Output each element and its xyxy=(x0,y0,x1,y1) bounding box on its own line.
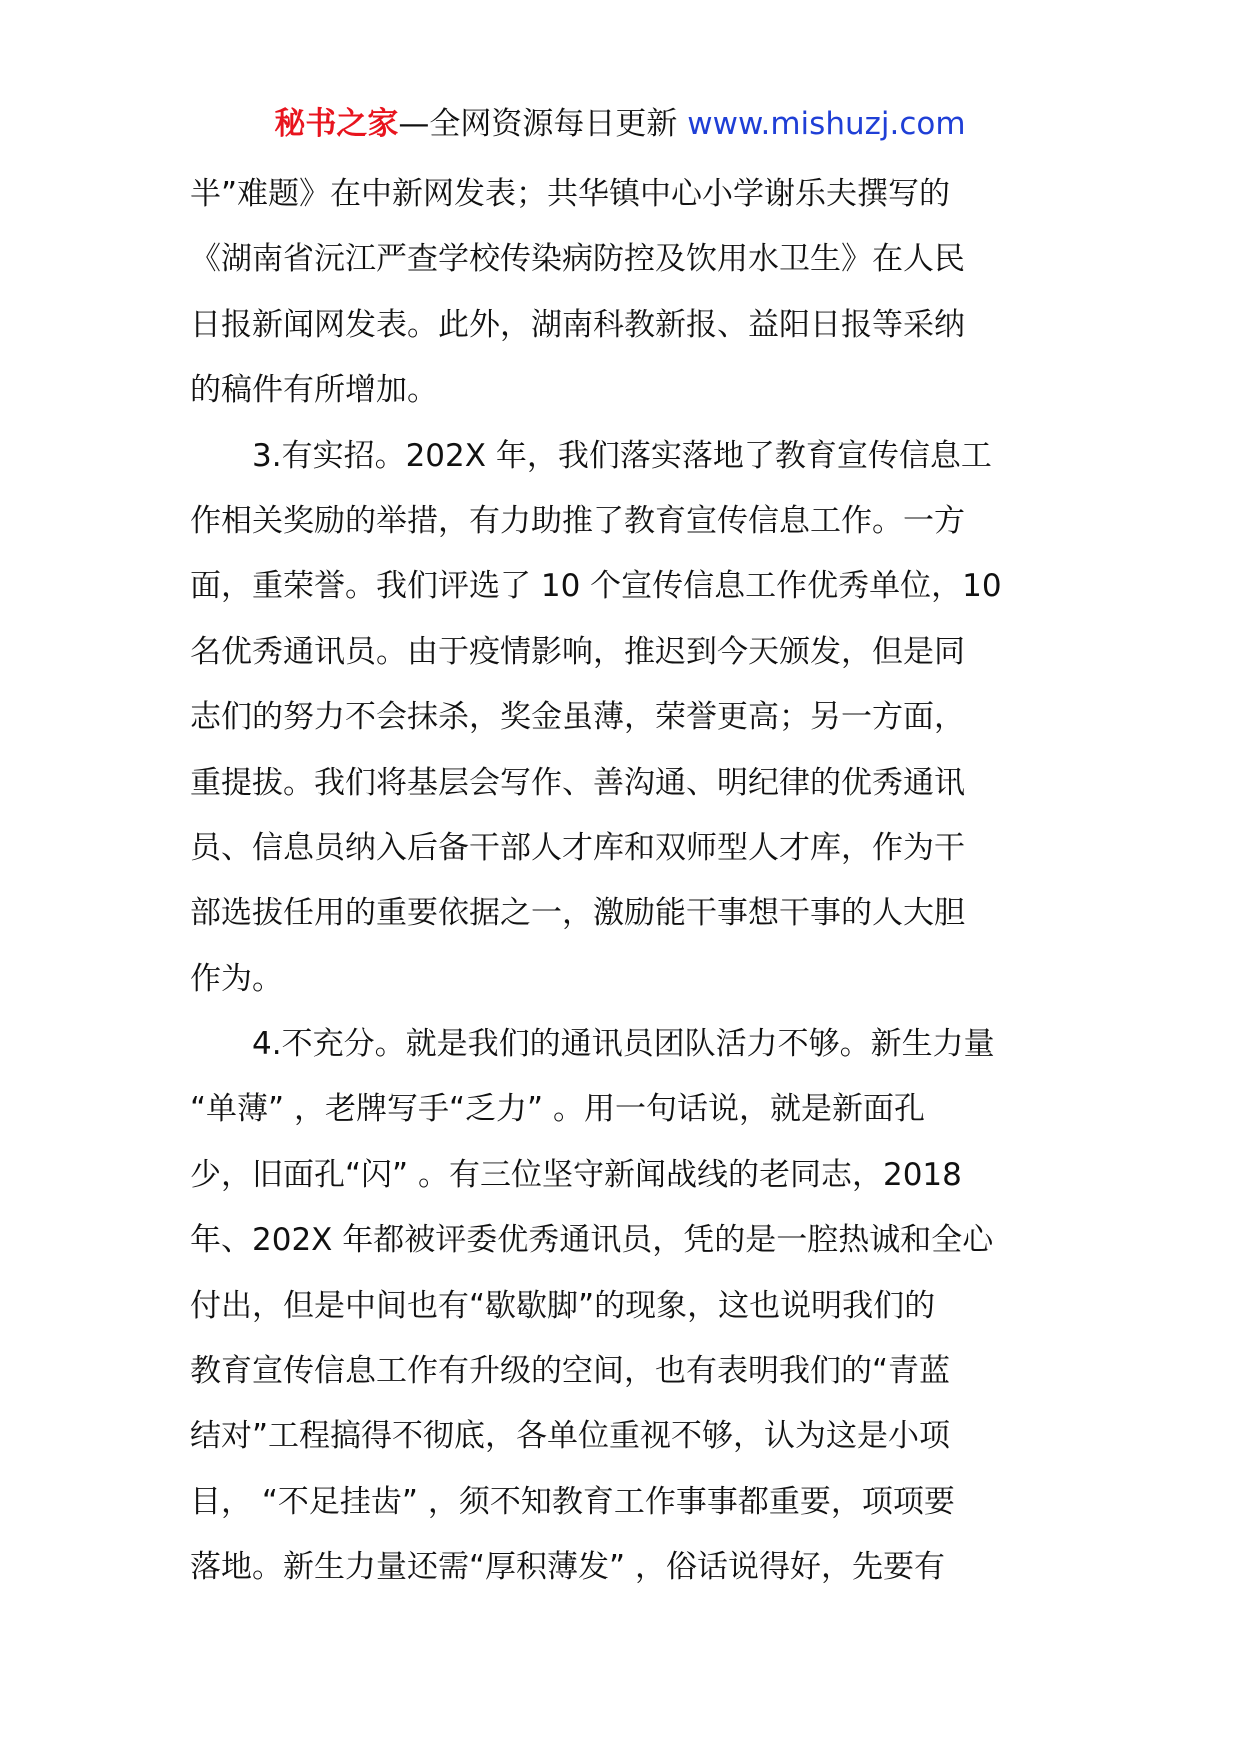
body-line: 教育宣传信息工作有升级的空间，也有表明我们的“青蓝 xyxy=(190,1353,951,1390)
body-line: 少，旧面孔“闪” 。有三位坚守新闻战线的老同志，2018 xyxy=(190,1156,962,1193)
body-line: 半”难题》在中新网发表；共华镇中心小学谢乐夫撰写的 xyxy=(190,176,951,212)
body-line: “单薄” ，老牌写手“乏力” 。用一句话说，就是新面孔 xyxy=(190,1091,925,1128)
body-line: 目， “不足挂齿” ，须不知教育工作事事都重要，项项要 xyxy=(190,1483,955,1520)
site-url-link[interactable]: www.mishuzj.com xyxy=(687,106,966,142)
body-line: 员、信息员纳入后备干部人才库和双师型人才库，作为干 xyxy=(190,829,965,866)
body-line: 《湖南省沅江严查学校传染病防控及饮用水卫生》在人民 xyxy=(190,241,965,278)
body-line: 结对”工程搞得不彻底，各单位重视不够，认为这是小项 xyxy=(190,1418,951,1455)
body-line: 的稿件有所增加。 xyxy=(190,372,438,409)
body-line: 4.不充分。就是我们的通讯员团队活力不够。新生力量 xyxy=(190,1026,995,1063)
header-tagline: —全网资源每日更新 xyxy=(398,106,688,142)
body-line: 3.有实招。202X 年，我们落实落地了教育宣传信息工 xyxy=(190,437,992,474)
body-line: 作相关奖励的举措，有力助推了教育宣传信息工作。一方 xyxy=(190,502,965,539)
document-body xyxy=(190,162,1070,1601)
body-line: 日报新闻网发表。此外，湖南科教新报、益阳日报等采纳 xyxy=(190,306,965,343)
body-line: 面，重荣誉。我们评选了 10 个宣传信息工作优秀单位，10 xyxy=(190,568,1002,605)
body-line: 作为。 xyxy=(190,960,283,997)
body-line: 年、202X 年都被评委优秀通讯员，凭的是一腔热诚和全心 xyxy=(190,1222,994,1259)
body-line: 部选拔任用的重要依据之一，激励能干事想干事的人大胆 xyxy=(190,895,965,932)
page-header xyxy=(0,100,1240,148)
brand-name: 秘书之家 xyxy=(274,106,399,142)
body-line: 落地。新生力量还需“厚积薄发” ，俗话说得好，先要有 xyxy=(190,1549,945,1586)
body-line: 付出，但是中间也有“歇歇脚”的现象，这也说明我们的 xyxy=(190,1287,936,1324)
body-line: 重提拔。我们将基层会写作、善沟通、明纪律的优秀通讯 xyxy=(190,764,965,801)
body-line: 志们的努力不会抹杀，奖金虽薄，荣誉更高；另一方面， xyxy=(190,699,965,736)
body-line: 名优秀通讯员。由于疫情影响，推迟到今天颁发，但是同 xyxy=(190,633,965,670)
